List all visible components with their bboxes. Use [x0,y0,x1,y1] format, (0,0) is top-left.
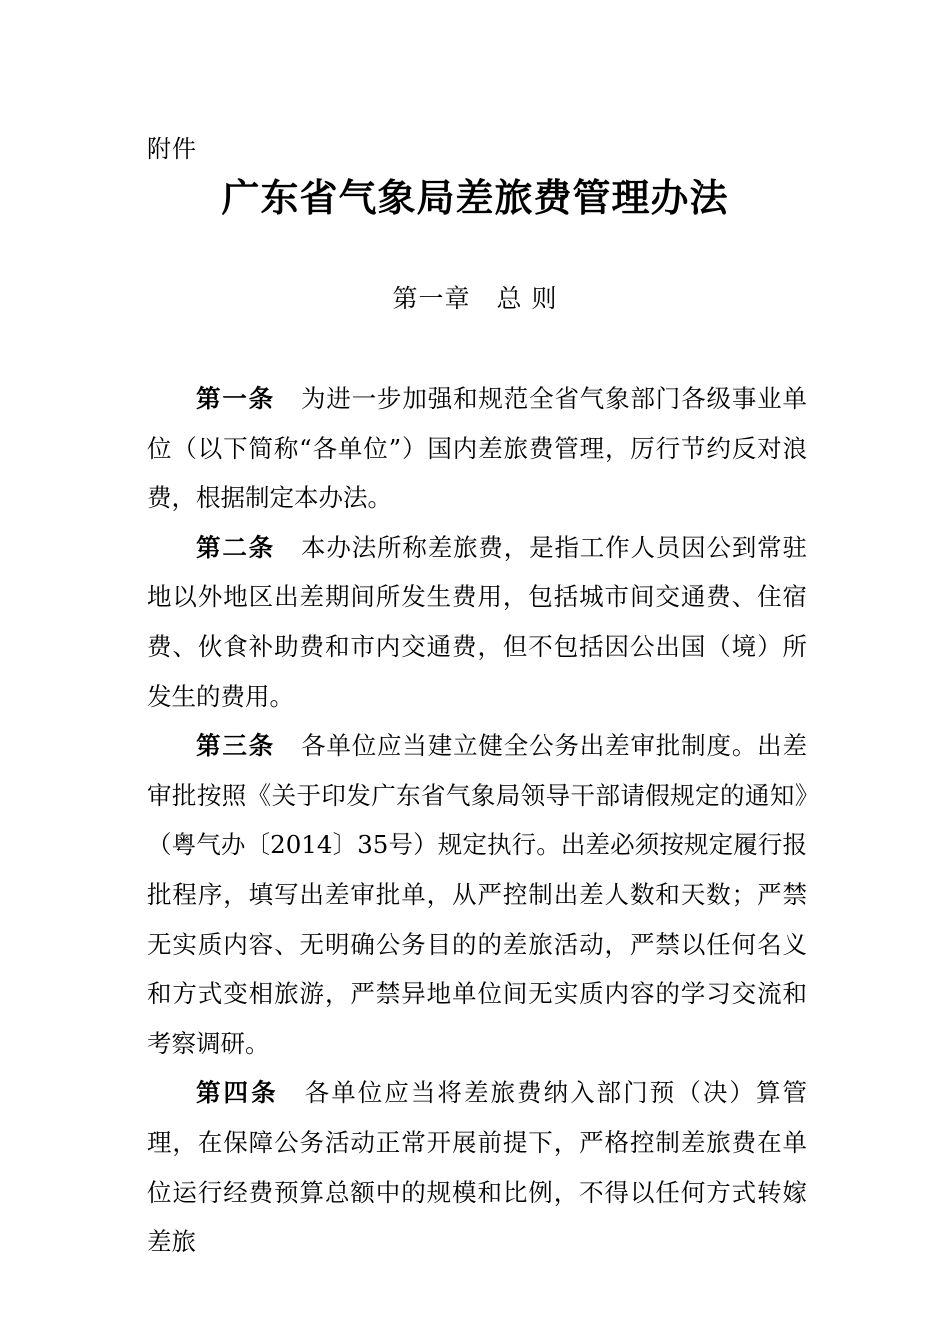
attachment-label: 附件 [147,135,197,163]
article-number: 第一条 [196,384,276,413]
article-number: 第四条 [196,1078,279,1108]
document-title: 广东省气象局差旅费管理办法 [221,175,729,220]
article-2 [147,523,807,721]
article-3 [147,721,807,1068]
article-text: 为进一步加强和规范全省气象部门各级事业单位（以下简称“各单位”）国内差旅费管理，厉行节约反对浪费，根据制定本办法。 [147,384,808,513]
article-number: 第三条 [196,731,276,761]
article-1 [147,374,807,523]
article-text: 各单位应当建立健全公务出差审批制度。出差审批按照《关于印发广东省气象局领导干部请假规定的通知》（粤气办〔2014〕35号）规定执行。出差必须按规定履行报批程序，填写出差审批单，从严控制出差人数和天数；严禁无实质内容、无明确公务目的的差旅活动，严禁以任何名义和方式变相旅游，严禁异地单位间无实质内容的学习交流和考察调研。 [147,731,808,1058]
article-text: 各单位应当将差旅费纳入部门预（决）算管理，在保障公务活动正常开展前提下，严格控制差旅费在单位运行经费预算总额中的规模和比例，不得以任何方式转嫁差旅 [147,1078,808,1257]
document-body [147,374,807,1267]
article-4 [147,1068,807,1266]
chapter-title: 第一章 总 则 [392,284,558,313]
article-number: 第二条 [196,532,276,562]
article-text: 本办法所称差旅费，是指工作人员因公到常驻地以外地区出差期间所发生费用，包括城市间交通费、住宿费、伙食补助费和市内交通费，但不包括因公出国（境）所发生的费用。 [147,532,808,711]
